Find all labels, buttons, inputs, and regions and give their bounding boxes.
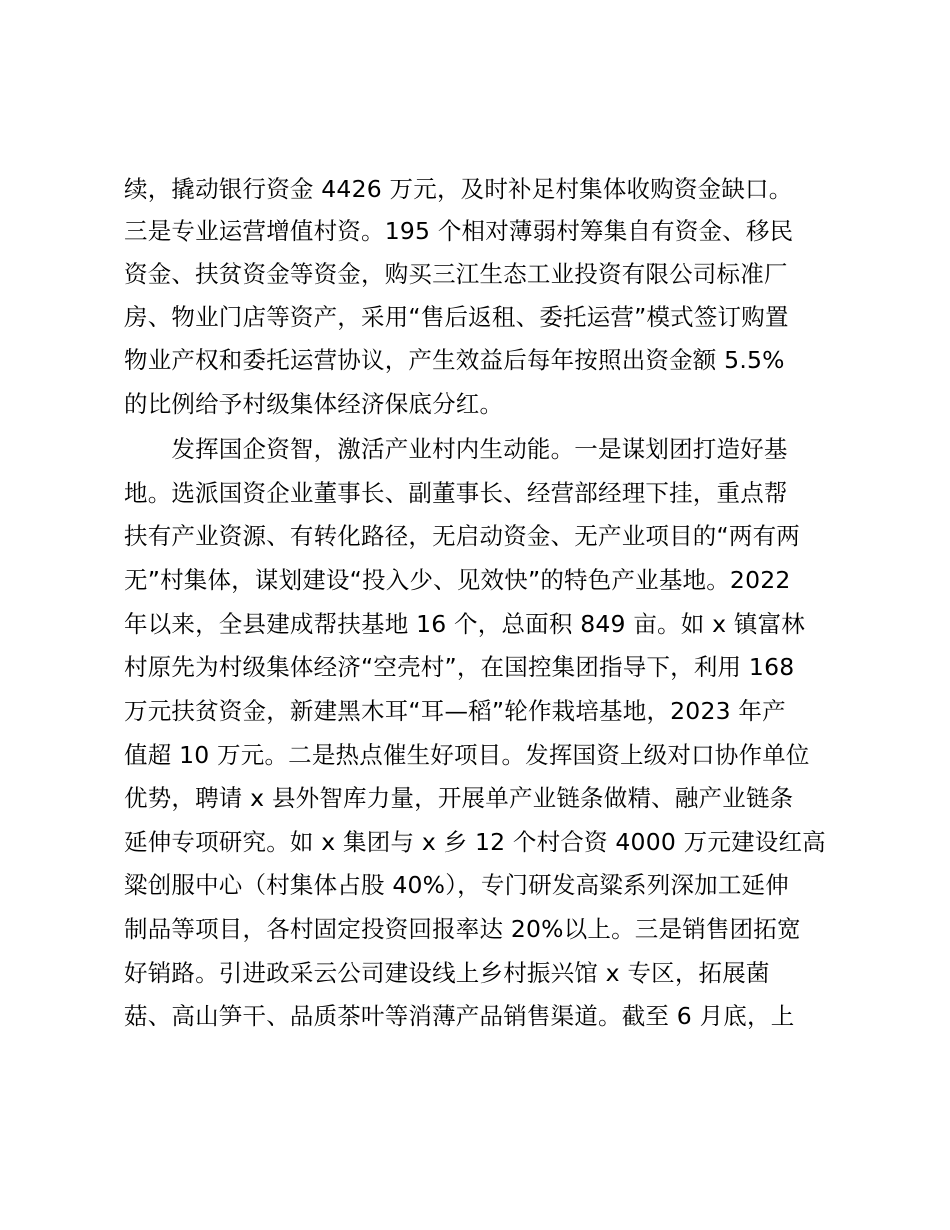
text-line: 三是专业运营增值村资。195 个相对薄弱村筹集自有资金、移民 — [124, 217, 794, 245]
text-line: 扶有产业资源、有转化路径，无启动资金、无产业项目的“两有两 — [124, 522, 800, 550]
text-line: 地。选派国资企业董事长、副董事长、经营部经理下挂，重点帮 — [124, 479, 788, 507]
text-line: 制品等项目，各村固定投资回报率达 20%以上。三是销售团拓宽 — [124, 915, 801, 943]
text-line: 无”村集体，谋划建设“投入少、见效快”的特色产业基地。2022 — [124, 566, 791, 594]
text-line: 万元扶贫资金，新建黑木耳“耳—稻”轮作栽培基地，2023 年产 — [124, 697, 786, 725]
text-line: 物业产权和委托运营协议，产生效益后每年按照出资金额 5.5% — [124, 346, 785, 374]
text-line: 村原先为村级集体经济“空壳村”，在国控集团指导下，利用 168 — [124, 653, 795, 681]
text-line: 菇、高山笋干、品质茶叶等消薄产品销售渠道。截至 6 月底，上 — [124, 1002, 795, 1030]
text-line: 值超 10 万元。二是热点催生好项目。发挥国资上级对口协作单位 — [124, 741, 810, 769]
text-line: 优势，聘请 x 县外智库力量，开展单产业链条做精、融产业链条 — [124, 784, 794, 812]
text-line: 好销路。引进政采云公司建设线上乡村振兴馆 x 专区，拓展菌 — [124, 959, 770, 987]
text-line: 资金、扶贫资金等资金，购买三江生态工业投资有限公司标准厂 — [124, 260, 788, 288]
text-line: 的比例给予村级集体经济保底分红。 — [124, 390, 504, 418]
text-line: 发挥国企资智，激活产业村内生动能。一是谋划团打造好基 — [124, 435, 788, 463]
text-line: 延伸专项研究。如 x 集团与 x 乡 12 个村合资 4000 万元建设红高 — [124, 828, 826, 856]
text-line: 房、物业门店等资产，采用“售后返租、委托运营”模式签订购置 — [124, 303, 789, 331]
text-line: 粱创服中心（村集体占股 40%），专门研发高粱系列深加工延伸 — [124, 871, 789, 899]
text-line: 年以来，全县建成帮扶基地 16 个，总面积 849 亩。如 x 镇富林 — [124, 610, 805, 638]
text-line: 续，撬动银行资金 4426 万元，及时补足村集体收购资金缺口。 — [124, 175, 793, 203]
